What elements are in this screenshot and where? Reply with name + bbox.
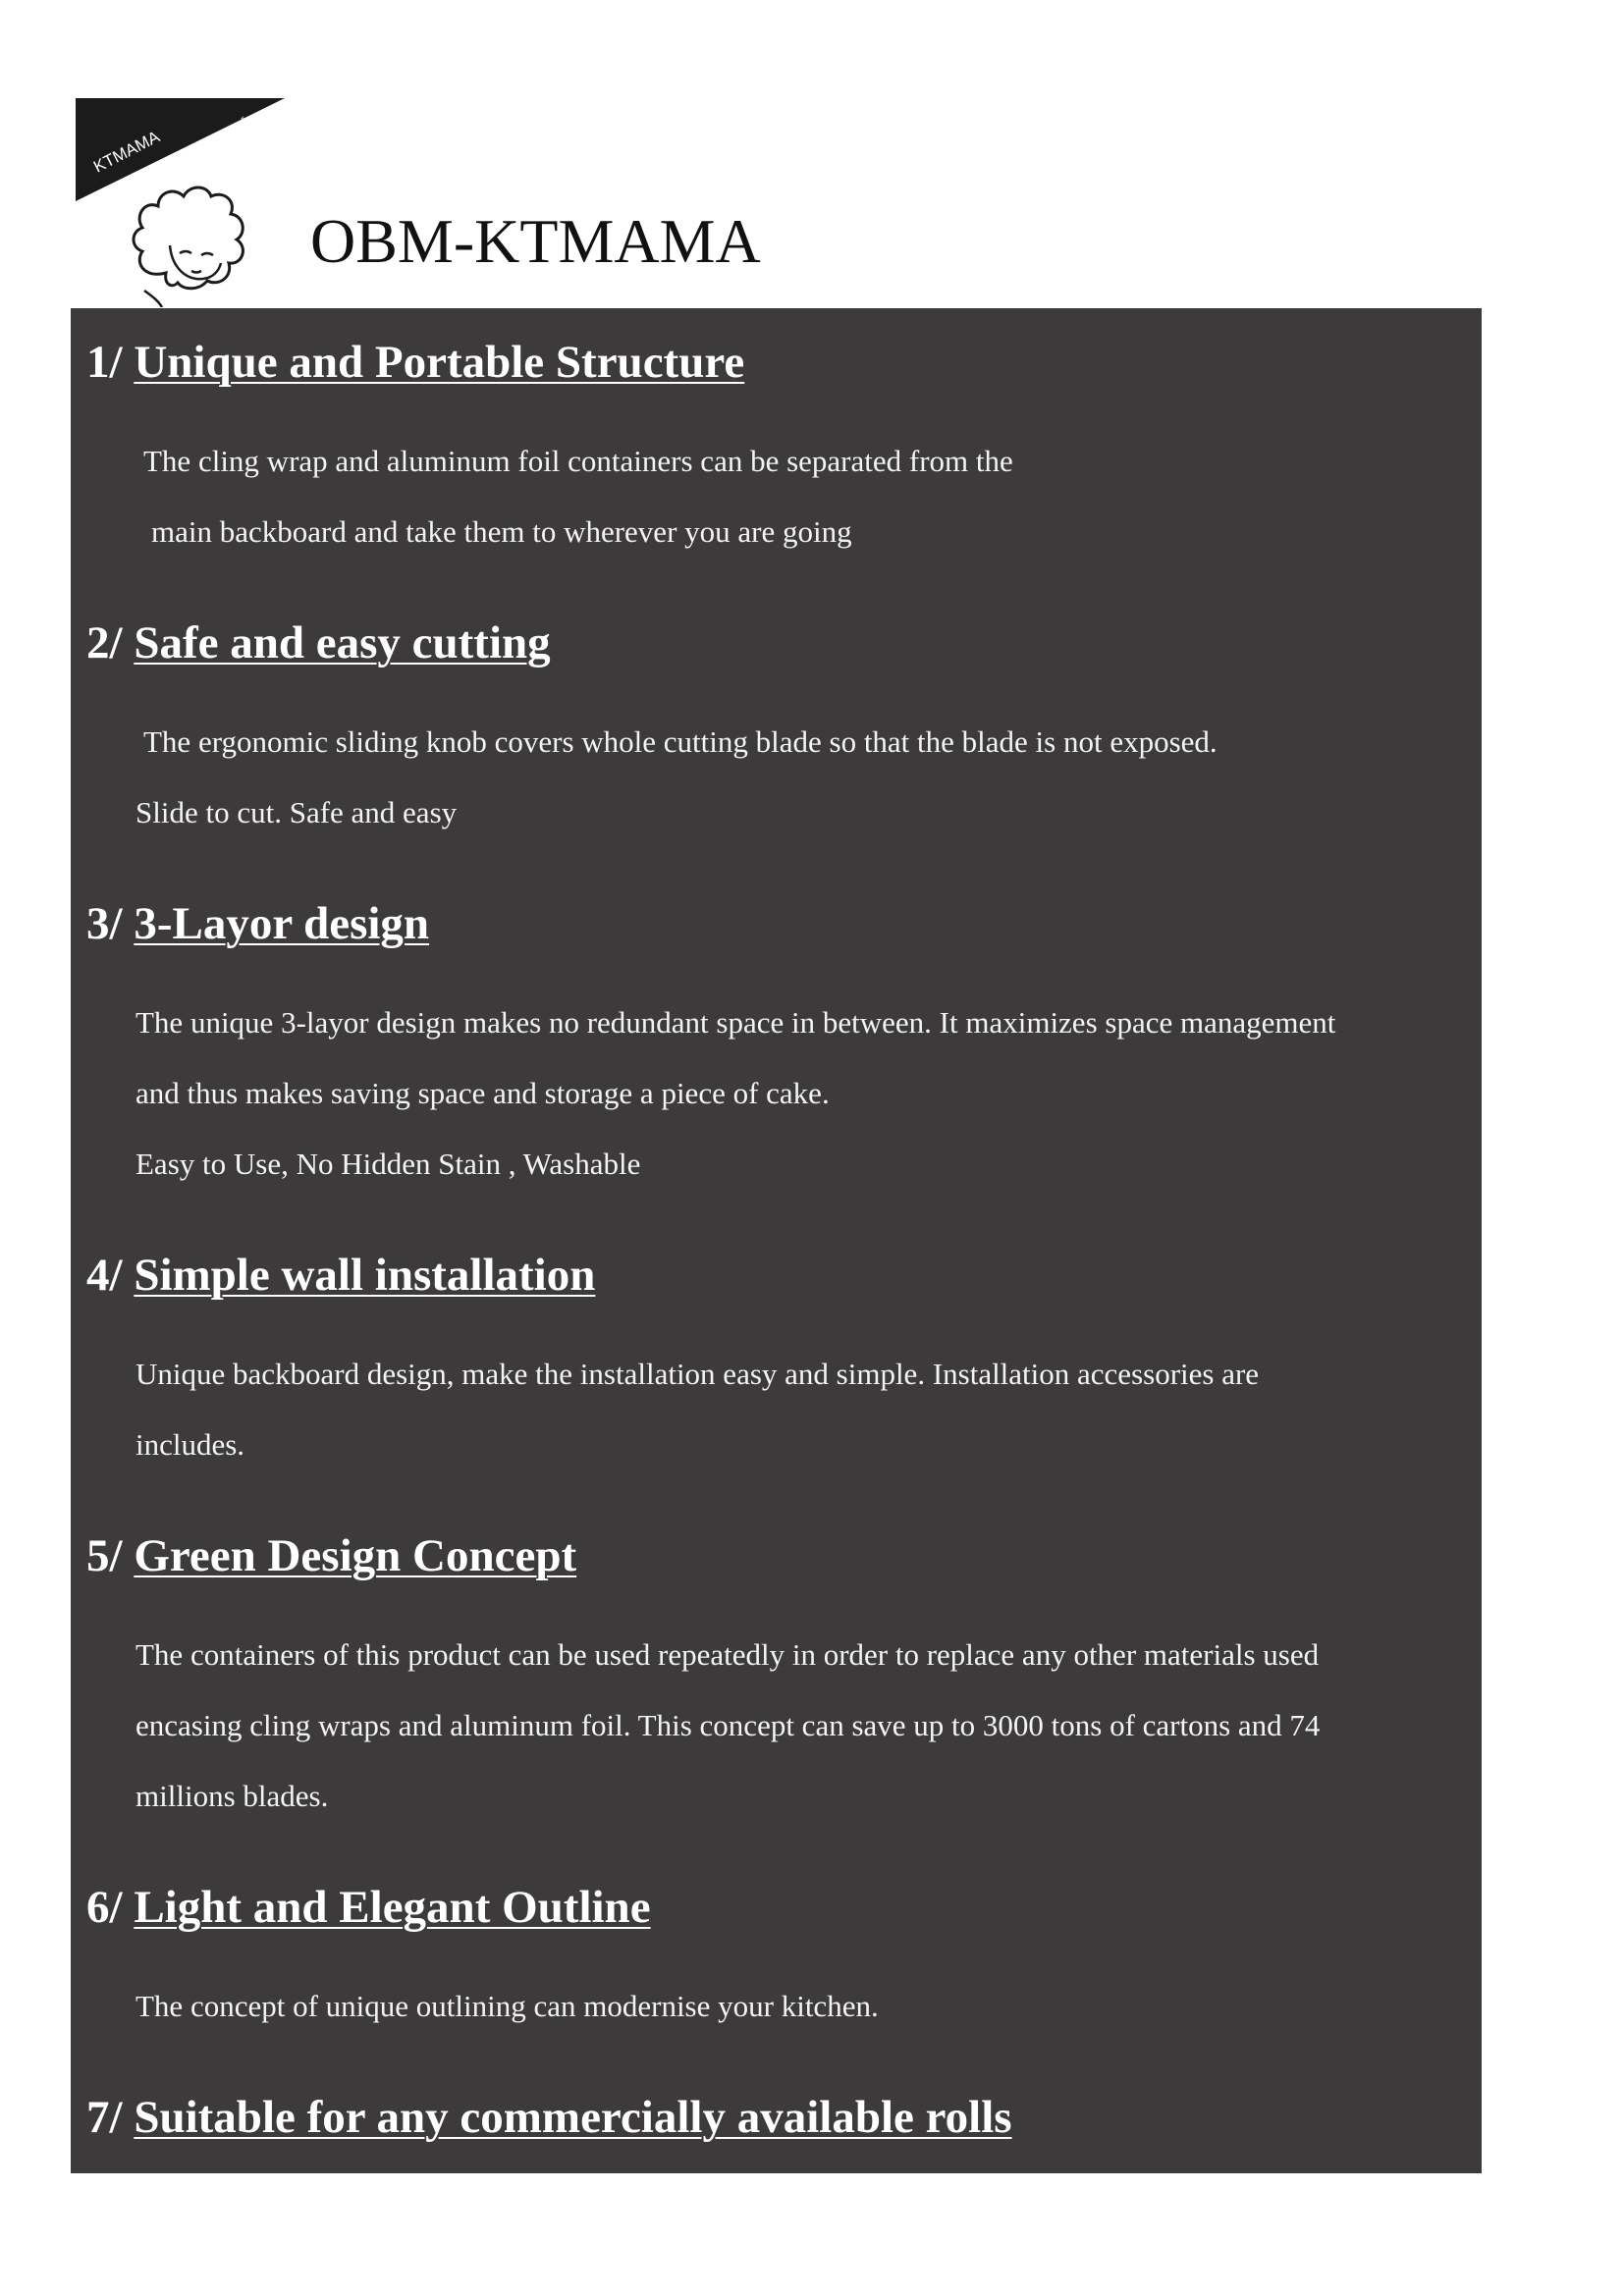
feature-text-line: includes. bbox=[135, 1427, 245, 1462]
feature-text-line: The ergonomic sliding knob covers whole cutting blade so that the blade is not exposed. bbox=[143, 724, 1218, 759]
features-panel bbox=[71, 308, 1482, 2173]
feature-text-line: The cling wrap and aluminum foil containers can be separated from the bbox=[143, 444, 1013, 478]
feature-number: 2/ bbox=[86, 617, 123, 668]
feature-title: Light and Elegant Outline bbox=[134, 1882, 651, 1933]
ktmama-logo bbox=[76, 98, 285, 307]
feature-text-line: encasing cling wraps and aluminum foil. This concept can save up to 3000 tons of cartons and 74 bbox=[135, 1708, 1321, 1742]
feature-heading bbox=[86, 1882, 651, 1933]
logo-graphic bbox=[76, 98, 285, 307]
feature-heading bbox=[86, 898, 430, 949]
feature-text-line: millions blades. bbox=[135, 1779, 329, 1813]
feature-number: 3/ bbox=[86, 898, 123, 949]
logo-wordmark: KTMAMA bbox=[90, 127, 163, 177]
feature-text-line: Easy to Use, No Hidden Stain , Washable bbox=[135, 1147, 641, 1181]
feature-heading bbox=[86, 337, 745, 388]
feature-text-line: and thus makes saving space and storage a piece of cake. bbox=[135, 1076, 830, 1110]
feature-title: Suitable for any commercially available rolls bbox=[134, 2092, 1012, 2143]
feature-text-line: main backboard and take them to wherever you are going bbox=[151, 514, 852, 549]
feature-text-line: Unique backboard design, make the installation easy and simple. Installation accessories are bbox=[135, 1357, 1260, 1391]
feature-title: Safe and easy cutting bbox=[134, 617, 551, 668]
feature-text-line: The concept of unique outlining can modernise your kitchen. bbox=[135, 1989, 879, 2023]
logo-small-text: www.kt-mama.com bbox=[239, 116, 267, 164]
feature-heading bbox=[86, 2092, 1012, 2143]
feature-title: Simple wall installation bbox=[134, 1250, 596, 1301]
feature-number: 6/ bbox=[86, 1882, 123, 1933]
feature-heading bbox=[86, 1530, 577, 1581]
feature-number: 7/ bbox=[86, 2092, 123, 2143]
feature-number: 1/ bbox=[86, 337, 123, 388]
feature-text-line: The unique 3-layor design makes no redundant space in between. It maximizes space management bbox=[135, 1005, 1336, 1040]
feature-title: Green Design Concept bbox=[134, 1530, 577, 1581]
feature-number: 5/ bbox=[86, 1530, 123, 1581]
feature-text-line: The containers of this product can be used repeatedly in order to replace any other materials used bbox=[135, 1637, 1320, 1672]
feature-number: 4/ bbox=[86, 1250, 123, 1301]
feature-title: 3-Layor design bbox=[134, 898, 430, 949]
feature-text-line: Slide to cut. Safe and easy bbox=[135, 795, 458, 829]
feature-title: Unique and Portable Structure bbox=[134, 337, 745, 388]
feature-heading bbox=[86, 1250, 596, 1301]
feature-heading bbox=[86, 617, 551, 668]
brand-title: OBM-KTMAMA bbox=[310, 206, 761, 276]
